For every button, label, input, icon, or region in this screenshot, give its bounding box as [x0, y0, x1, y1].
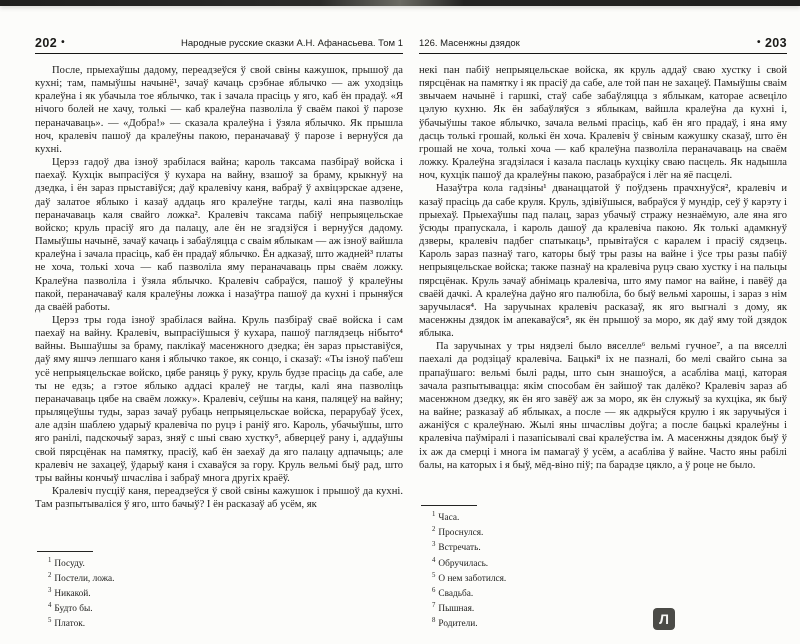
page-number-left: [35, 36, 65, 50]
footnote-marker: 3: [432, 541, 436, 549]
footnote-text: Платок.: [54, 619, 86, 629]
footnote-text: Встречать.: [438, 543, 481, 554]
page-header-right: [419, 36, 787, 54]
footnote: [419, 585, 787, 600]
footnote: [35, 600, 403, 615]
footnote-marker: 1: [432, 511, 436, 519]
footnote-text: Пышная.: [438, 603, 475, 614]
footnote-marker: 4: [432, 556, 436, 564]
bullet-icon: •: [61, 37, 65, 48]
paragraph: Кралевіч пусціў каня, переадзеўся ў свой свіны кажушок і прышоў да кухні. Там разпытываліся ў яго, што бачыў? І ён расказаў аб усём, як: [35, 486, 403, 511]
page-number-value: 203: [764, 36, 787, 50]
running-title-right: 126. Масенжны дзядок: [419, 38, 520, 49]
footnote-marker: 4: [48, 601, 52, 609]
footnote-text: Никакой.: [54, 588, 91, 599]
footnote: [419, 509, 787, 524]
paragraph: некі пан пабіў непрыяцельскае войска, як круль аддаў сваю хустку і свой пярсцёнак на памятку і як прасіў да сабе, але той пан не захацеў. Памыўшы сваім звычаем начынё і гаршкі, стаў сабе забаўляцца з яблыкам, каторае асвеціло цэлую кухню. Як ён забаўляўся з яблыкам, вайшла кралеўна да кухні і, ўбачыўшы такое яблычко, зачала вельмі прасіць, каб ён яго прадаў, і яна яму дасць толькі грошай, колькі ён хоча. Кралевіч ў свіным кажушку сказаў, што ён грошай не хоча, толькі хоча — каб кралеўна пазволіла пераначаваць на сваём ложку. Кралеўна згадзілася і казала паслаць кухціку сваю пасцель. Як надышла ноч, кухцік пашоў да кралеўны пакою, разабраўся і лёг на яё пасцелі.: [419, 65, 787, 182]
footnote-text: Проснулся.: [438, 528, 484, 539]
footnote-text: О нем заботился.: [438, 573, 507, 584]
footnote-text: Посуду.: [54, 558, 85, 569]
footnote-text: Будто бы.: [54, 603, 93, 614]
paragraph: Назаўтра кола гадзіны¹ дванаццатой ў поўдзень прачхнуўся², кралевіч и казаў прасіць да сабе круля. Круль, здівіўшыся, вабраўся ў мундір, сеў ў карэту і прыехаў. Прыехаўшы пад палац, зараз убачыў стражу незнаёмую, але яна яго ўсюды прапускала, і кароль дашоў да кралевіча пакою. Як толькі адамкнуў дзверы, кралевіч падбег спатыкаць³, прывітаўся с каралем і прасіў сядзець. Кароль зараз пазнаў таго, каторы быў тры разы на вайне і ўсе тры разы пабіў непрыяцельскае войска; также пазнаў на кралевіча руцэ сваю хустку і на пальцы пярсцёнак. Круль зачаў абнімаць кралевіча, што яму памог на вайне, і павёў да сваёй дачкі. А кралеўна даўно яго палюбіла, бо быў вельмі харошы, і зараз з нім заручылася⁴. На заручынах кралевіч расказаў, як яго выгналі з дому, як масенжны дзядок ім апекаваўся⁵, як ён прышоў за моро, як даў яму той дзядок яблыка.: [419, 183, 787, 340]
footnote-rule: [421, 505, 477, 506]
paragraph: После, прыехаўшы дадому, переадзеўся ў свой свіны кажушок, прышоў да кухні; там, памыўшы начынё¹, зачаў качаць срэбнае яблычко — аж уходзіць кралеўна і як убачыла тое яблычко, так і зачала прасіць у яго, каб ён прадаў. «Я нічого болей не хачу, толькі — каб кралеўна пазволіла ў сваём пакоі ў парозе пераначаваць». — «Добра!» — сказала кралеўна і ўзяла яблычко. Як прышла ноч, кралевіч пашоў да кралеўны пакою, пераначаваў ў парозе і вернуўся да кухні.: [35, 65, 403, 155]
footnote-marker: 2: [432, 526, 436, 534]
footnote-rule: [37, 551, 93, 552]
bullet-icon: •: [757, 37, 761, 48]
footnote-text: Свадьба.: [438, 588, 474, 599]
page-body-right: [419, 64, 787, 472]
page-body-left: [35, 64, 403, 511]
footnotes-left: [35, 551, 403, 630]
paragraph: Церэз тры года ізноў зрабілася вайна. Круль пазбіраў сваё войска і сам паехаў на вайну. Кралевіч, выпрасіўшыся ў кухара, пашоў паглядзець нібыто⁴ вайны. Вышаўшы за браму, паклікаў масенжного дзедка; ён зараз прыставіўся, даў яму яшчэ лепшаго каня і яблычко такое, як сонцо, і сказаў: «Ты ізноў паб'еш усё непрыяцельскае войско, цябе раняць ў руку, круль будзе прасіць да сабе, але ты не едзь; а гэтое яблыко аддасі кралеў не тагды, калі яна пазволіць пераначаваць цябе на сваём ложку». Кралевіч, сеўшы на каня, паляцеў на вайну; прыляцеўшы туды, зараз зачаў рубаць непрыяцельскае войска, перарубаў ўсех, але адзін шаблею ударыў кралевіча по руцэ і раніў яго. Кароль, убачыўшы, што яго ранілі, падскочыў зараз, зняў с шыі сваю хустку⁵, абверцеў рану і, аддаўшы свой пярсцёнак на памятку, прасіў, каб ён заехаў да яго палацу адпачыць; але кралевіч не захацеў, ўдарыў каня і схаваўся за гору. Круль вельмі быў рад, што тры вайны кончыў шчасліва і забраў многа другіх краёў.: [35, 314, 403, 484]
footnote-marker: 2: [48, 571, 52, 579]
paragraph: Па заручынах у тры нядзелі было вяселле⁶ вельмі гучное⁷, а па вяселлі паехалі да родзіцаў кралевіча. Бацькі⁸ іх не пазналі, бо мелі свайго сына за прапаўшаго: вельмі былі рады, што сын знашоўся, а асабліва маці, каторая зачала разпытывацца: якім способам ён зайшоў так далёко? Кралевіч зараз аб масенжном дзедку, як ён яго завёў аж за моро, як ён служыў за кухціка, як быў на вайне; разказаў аб яблыках, а после — як адкрыўся крулю і як заручыўся і ажаніўся с кралеўнаю. Жылі яны шчаслівы доўга; а после бацькі кралеўны і кралевіча паўміралі і пазапісывалі сваі кралеўства ім. А масенжны дзядок быў ў іх аж да смерці і многа ім памагаў ў усём, а асабліва ў вайне. Часто яны рабілі балы, на каторых і я быў, мёд-віно піў; па барадзе цякло, а ў роце не было.: [419, 341, 787, 471]
footnote-text: Часа.: [438, 513, 460, 524]
page-right: [419, 36, 787, 630]
footnote-marker: 7: [432, 601, 436, 609]
footnote: [35, 570, 403, 585]
footnote: [419, 615, 787, 630]
footnote-text: Обручилась.: [438, 558, 489, 569]
scan-edge-artifact: [0, 0, 800, 6]
footnote: [35, 585, 403, 600]
labirint-logo: Л: [653, 608, 675, 630]
page-left: [35, 36, 403, 630]
footnote: [419, 600, 787, 615]
page-number-value: 202: [35, 36, 58, 50]
footnote-text: Родители.: [438, 619, 478, 629]
footnote-marker: 5: [432, 571, 436, 579]
paragraph: Церэз гадоў два ізноў зрабілася вайна; кароль таксама пазбіраў войска і паехаў. Кухцік выпрасіўся ў кухара на вайну, взашоў за браму, крыкнуў на дзедка, і ён зараз прыставіўся; даў кралевічу каня, вабраў ў ахвіцэрскае адзене, даў залатое яблыко і казаў аддаць яго кралеўне тагды, калі яна пазволіць пераначаваць каля свайго ложка². Кралевіч таксама пабіў непрыяцельскае войско; круль прасіў яго да палацу, але ён не згадзіўся і вернуўся дадому. Памыўшы начынё, зачаў качаць і забаўляцца с сваім яблыкам — аж ізноў вайшла кралеўна і зачала прасіць, каб ён прадаў яблычко. Ён адказаў, што жадней³ платы не хоча, толькі хоча — каб пазволіла яму пераначаваць пры сваём ложку. Кралеўна пазволіла і ўзяла яблычко. Кралевіч сабраўся, пашоў ў кралеўны пакой, пераначаваў каля кралеўны ложка і назаўтра пашоў да кухні і прыняўся да сваёй работы.: [35, 157, 403, 313]
footnote: [419, 539, 787, 554]
footnote-marker: 8: [432, 616, 436, 624]
page-header-left: [35, 36, 403, 54]
footnotes-right: [419, 505, 787, 630]
footnote-marker: 1: [48, 556, 52, 564]
footnote: [35, 615, 403, 630]
footnote: [35, 555, 403, 570]
footnote: [419, 555, 787, 570]
book-spread: [35, 36, 787, 630]
footnote-marker: 5: [48, 616, 52, 624]
footnote: [419, 570, 787, 585]
footnote-text: Постели, ложа.: [54, 573, 115, 584]
running-title-left: Народные русские сказки А.Н. Афанасьева. Том 1: [181, 38, 403, 49]
page-number-right: [757, 36, 787, 50]
footnote-marker: 3: [48, 586, 52, 594]
footnote: [419, 524, 787, 539]
footnote-marker: 6: [432, 586, 436, 594]
